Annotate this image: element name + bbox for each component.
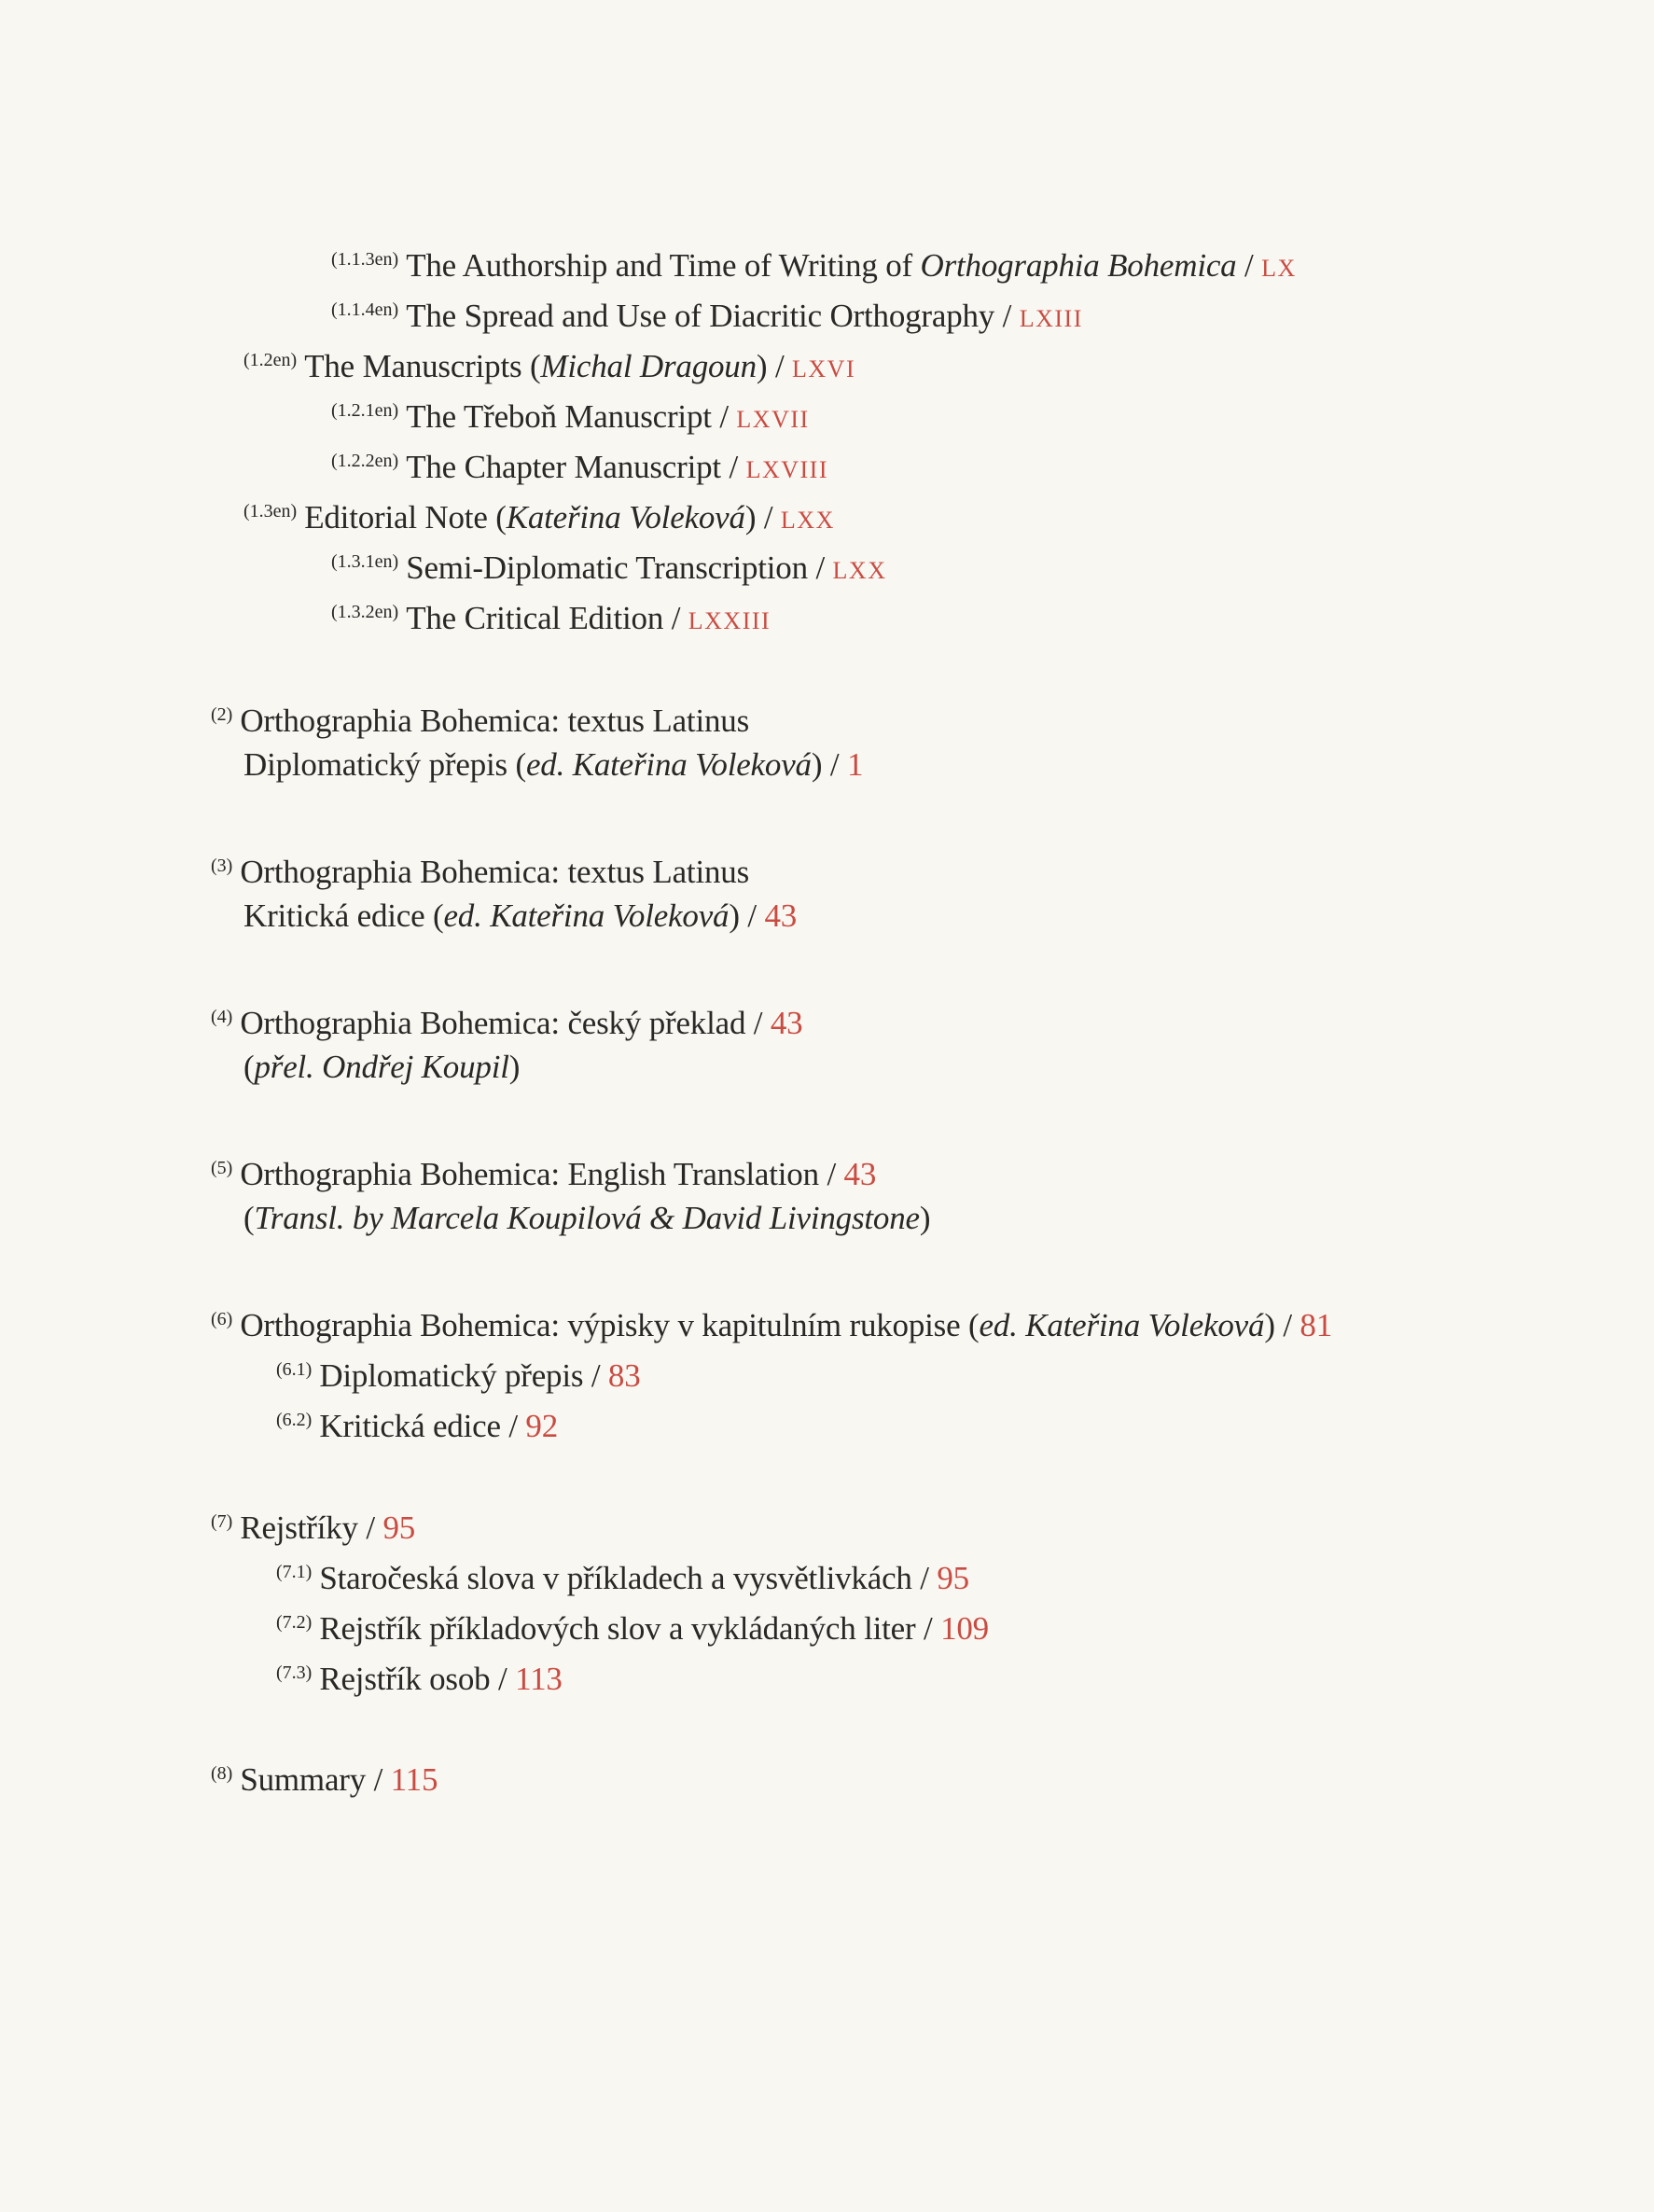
entry-title: Editorial Note ( (304, 499, 507, 536)
entry-number: (7.3) (276, 1662, 313, 1683)
separator: / (1274, 1307, 1300, 1343)
entry-title: Orthographia Bohemica: český překlad (240, 1005, 746, 1041)
close-paren: ) (744, 499, 757, 536)
page-number: LXX (780, 507, 835, 534)
entry-number: (7) (211, 1511, 233, 1532)
entry-author: Michal Dragoun (540, 348, 757, 384)
separator: / (756, 499, 781, 536)
page-number: LXVII (736, 406, 810, 433)
toc-entry-7-3[interactable] (276, 1652, 563, 1700)
entry-title: Staročeská slova v příkladech a vysvětlivkách (319, 1560, 912, 1596)
page-number: 109 (940, 1610, 989, 1647)
entry-number: (1.2en) (243, 350, 298, 370)
entry-editor: ed. Kateřina Voleková (443, 897, 730, 934)
entry-title-italic: Orthographia Bohemica (920, 247, 1237, 284)
toc-entry-1-1-3en[interactable] (331, 239, 1297, 289)
entry-number: (1.1.4en) (331, 299, 399, 320)
toc-entry-6-1[interactable] (276, 1349, 641, 1397)
entry-editor: ed. Kateřina Voleková (525, 746, 812, 783)
page-number: LXXIII (688, 607, 771, 634)
entry-title: Orthographia Bohemica: textus Latinus (240, 703, 749, 739)
separator: / (357, 1509, 383, 1546)
page-number: 115 (390, 1761, 438, 1798)
entry-number: (1.2.1en) (331, 400, 399, 421)
entry-number: (7.2) (276, 1612, 313, 1633)
separator: / (663, 600, 688, 636)
close-paren: ) (756, 348, 768, 384)
toc-entry-6-2[interactable] (276, 1399, 558, 1447)
page-number: 83 (607, 1357, 641, 1394)
entry-subtitle: Kritická edice ( (243, 897, 444, 934)
entry-number: (4) (211, 1007, 233, 1027)
entry-number: (5) (211, 1158, 233, 1178)
page-number: 113 (515, 1661, 563, 1697)
toc-entry-1-2-1en[interactable] (331, 390, 810, 440)
page-number: LXIII (1019, 305, 1083, 332)
toc-entry-1-2en[interactable] (243, 340, 855, 390)
page-number: 95 (937, 1560, 969, 1596)
entry-title: The Chapter Manuscript (406, 449, 721, 485)
page-number: 43 (770, 1005, 803, 1041)
entry-number: (6) (211, 1309, 233, 1329)
separator: / (807, 550, 833, 586)
separator: / (915, 1610, 941, 1647)
entry-title: Semi-Diplomatic Transcription (406, 550, 808, 586)
entry-number: (1.3en) (243, 501, 298, 522)
entry-number: (6.2) (276, 1410, 313, 1430)
toc-entry-7[interactable] (211, 1501, 415, 1549)
separator: / (994, 298, 1020, 334)
entry-title: Rejstřík osob (319, 1661, 491, 1697)
entry-title: The Manuscripts ( (304, 348, 541, 384)
separator: / (822, 746, 847, 783)
open-paren: ( (243, 1049, 255, 1085)
close-paren: ) (919, 1200, 931, 1236)
toc-entry-1-2-2en[interactable] (331, 440, 828, 491)
entry-translator: Transl. by Marcela Koupilová & David Livingstone (254, 1200, 920, 1236)
entry-number: (1.3.2en) (331, 602, 399, 622)
entry-title: The Třeboň Manuscript (406, 398, 712, 435)
entry-title: The Spread and Use of Diacritic Orthography (406, 298, 995, 334)
entry-title: The Critical Edition (406, 600, 664, 636)
toc-entry-1-3-2en[interactable] (331, 591, 771, 642)
entry-title: Orthographia Bohemica: výpisky v kapitulním rukopise ( (240, 1307, 980, 1343)
entry-title: Rejstříky (240, 1509, 358, 1546)
page-number: LXVI (792, 355, 856, 383)
page-number: LXVIII (745, 456, 828, 483)
entry-number: (1.3.1en) (331, 551, 399, 572)
entry-number: (2) (211, 704, 233, 725)
entry-title: Diplomatický přepis (319, 1357, 584, 1394)
toc-entry-2-subtitle[interactable] (211, 744, 863, 786)
entry-author: Kateřina Voleková (506, 499, 745, 536)
toc-entry-3[interactable] (211, 845, 749, 893)
separator: / (1236, 247, 1262, 284)
entry-subtitle: Diplomatický přepis ( (243, 746, 526, 783)
page-number: 43 (843, 1156, 877, 1192)
entry-translator: přel. Ondřej Koupil (254, 1049, 509, 1085)
entry-title: Summary (240, 1761, 367, 1798)
entry-number: (3) (211, 856, 233, 876)
separator: / (711, 398, 737, 435)
page-number: 1 (846, 746, 864, 783)
toc-entry-1-3-1en[interactable] (331, 541, 886, 591)
separator: / (720, 449, 746, 485)
toc-entry-8[interactable] (211, 1753, 438, 1801)
close-paren: ) (729, 897, 740, 934)
separator: / (500, 1408, 526, 1444)
entry-number: (8) (211, 1763, 233, 1784)
separator: / (818, 1156, 844, 1192)
entry-editor: ed. Kateřina Voleková (979, 1307, 1265, 1343)
separator: / (366, 1761, 391, 1798)
page-number: LX (1261, 255, 1297, 282)
page-number: 95 (382, 1509, 416, 1546)
entry-title: Rejstřík příkladových slov a vykládaných liter (319, 1610, 916, 1647)
toc-entry-7-1[interactable] (276, 1551, 969, 1599)
close-paren: ) (811, 746, 823, 783)
entry-number: (1.2.2en) (331, 451, 399, 471)
separator: / (745, 1005, 771, 1041)
entry-title: Orthographia Bohemica: English Translation (240, 1156, 819, 1192)
toc-entry-2[interactable] (211, 694, 749, 742)
entry-number: (7.1) (276, 1562, 313, 1582)
toc-entry-1-1-4en[interactable] (331, 289, 1083, 340)
entry-number: (1.1.3en) (331, 249, 399, 270)
entry-title: Kritická edice (319, 1408, 501, 1444)
toc-entry-5-translator (211, 1198, 930, 1239)
toc-entry-4-translator (211, 1047, 520, 1088)
entry-number: (6.1) (276, 1359, 313, 1380)
separator: / (767, 348, 793, 384)
page-number: 81 (1300, 1307, 1333, 1343)
separator: / (583, 1357, 608, 1394)
open-paren: ( (243, 1200, 255, 1236)
page-number: 92 (525, 1408, 559, 1444)
toc-entry-1-3en[interactable] (243, 491, 835, 541)
close-paren: ) (508, 1049, 521, 1085)
separator: / (911, 1560, 938, 1596)
toc-entry-6[interactable] (211, 1299, 1332, 1346)
separator: / (490, 1661, 516, 1697)
close-paren: ) (1264, 1307, 1275, 1343)
page-number: 43 (764, 897, 798, 934)
toc-entry-4[interactable] (211, 996, 802, 1044)
entry-title: Orthographia Bohemica: textus Latinus (240, 854, 749, 890)
toc-entry-5[interactable] (211, 1148, 876, 1195)
page-number: LXX (832, 557, 887, 584)
entry-title: The Authorship and Time of Writing of (406, 247, 921, 284)
toc-entry-7-2[interactable] (276, 1602, 989, 1649)
toc-entry-3-subtitle[interactable] (211, 896, 797, 937)
separator: / (739, 897, 765, 934)
